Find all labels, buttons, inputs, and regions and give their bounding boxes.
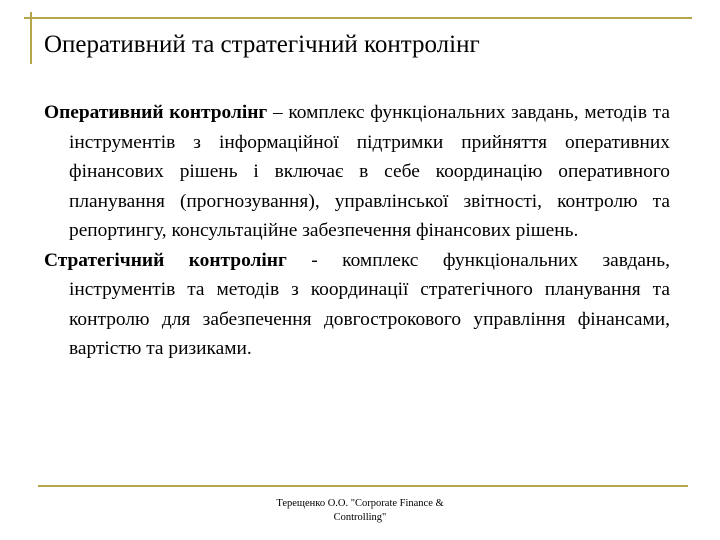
footer-divider-line (38, 485, 688, 487)
term-operational-controlling: Оперативний контролінг (44, 102, 268, 123)
frame-top-line (24, 17, 692, 19)
paragraph-strategic-controlling (44, 246, 670, 364)
paragraph-operational-controlling (44, 98, 670, 246)
definition-operational-controlling: – комплекс функціональних завдань, методів та інструментів з інформаційної підтримки прийняття оперативних фінансових рішень і включає в себе координацію оперативного планування (прогнозування), управлінської звітності, контролю та репортингу, консультаційне забезпечення фінансових рішень. (69, 102, 670, 241)
footer-citation-line-2: Controlling" (333, 512, 387, 523)
definition-strategic-controlling: - комплекс функціональних завдань, інструментів та методів з координації стратегічного планування та контролю для забезпечення довгострокового управління фінансами, вартістю та ризиками. (69, 249, 670, 359)
slide-body (44, 98, 670, 364)
slide-title: Оперативний та стратегічний контролінг (44, 31, 480, 58)
frame-left-line (30, 12, 32, 64)
footer-citation-line-1: Терещенко О.О. "Corporate Finance & (276, 498, 444, 509)
footer-citation (250, 497, 470, 525)
term-strategic-controlling: Стратегічний контролінг (44, 249, 287, 271)
